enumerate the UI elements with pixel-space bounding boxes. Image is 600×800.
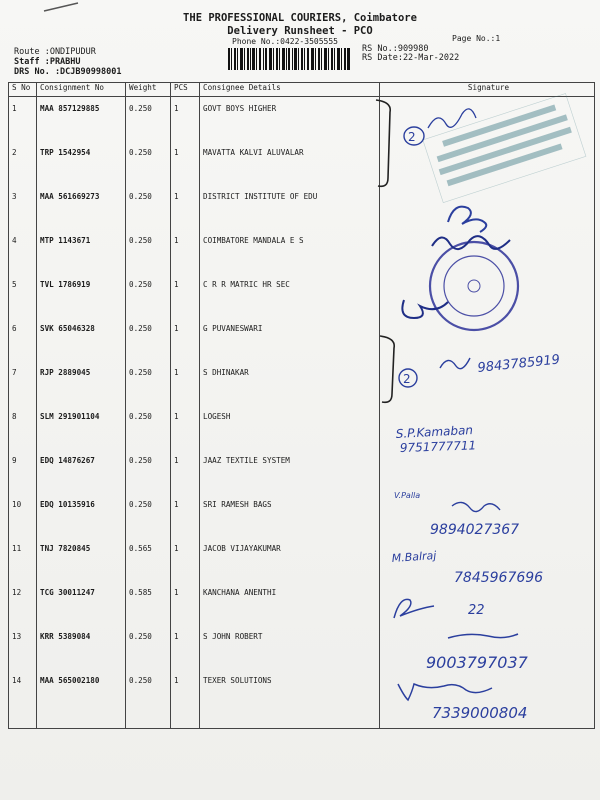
table-row [9,537,595,581]
row-pcs: 1 [171,581,200,625]
runsheet-table [8,82,595,729]
table-row [9,361,595,405]
row-sno: 10 [9,493,37,537]
staff-info: Staff :PRABHU [14,57,81,67]
row-consignee: JACOB VIJAYAKUMAR [200,537,380,581]
route-info: Route :ONDIPUDUR [14,47,96,57]
row-sno: 1 [9,97,37,141]
row-consignment: SLM 291901104 [37,405,126,449]
row-consignee: C R R MATRIC HR SEC [200,273,380,317]
row-consignee: S JOHN ROBERT [200,625,380,669]
row-pcs: 1 [171,229,200,273]
barcode [228,48,350,70]
row-pcs: 1 [171,317,200,361]
col-pcs-header: PCS [171,83,200,97]
row-sno: 3 [9,185,37,229]
row-weight: 0.250 [126,97,171,141]
row-weight: 0.250 [126,669,171,729]
row-weight: 0.250 [126,449,171,493]
row-signature [380,141,595,185]
row-weight: 0.250 [126,361,171,405]
table-row [9,669,595,729]
row-signature [380,537,595,581]
row-consignee: JAAZ TEXTILE SYSTEM [200,449,380,493]
col-consignee-header: Consignee Details [200,83,380,97]
row-signature [380,97,595,141]
col-consignment-header: Consignment No [37,83,126,97]
row-signature [380,317,595,361]
corner-pen-mark [42,2,80,12]
row-consignment: TNJ 7820845 [37,537,126,581]
row-signature [380,229,595,273]
row-consignment: EDQ 14876267 [37,449,126,493]
handwritten-phone-row-7: 9843785919 [476,352,561,376]
table-row [9,97,595,141]
col-weight-header: Weight [126,83,171,97]
row-pcs: 1 [171,361,200,405]
row-signature [380,273,595,317]
handwritten-name-row-8: S.P.Kamaban [395,422,474,441]
table-row [9,273,595,317]
row-consignee: MAVATTA KALVI ALUVALAR [200,141,380,185]
row-sno: 11 [9,537,37,581]
handwritten-phone-row-8: 9751777711 [399,438,477,455]
row-signature [380,669,595,729]
row-signature [380,405,595,449]
row-sno: 9 [9,449,37,493]
row-weight: 0.585 [126,581,171,625]
row-pcs: 1 [171,141,200,185]
row-consignment: MAA 565002180 [37,669,126,729]
row-weight: 0.250 [126,625,171,669]
page-number: Page No.:1 [452,34,501,43]
row-weight: 0.250 [126,141,171,185]
row-weight: 0.250 [126,229,171,273]
row-sno: 4 [9,229,37,273]
row-sno: 14 [9,669,37,729]
svg-text:2: 2 [408,130,416,144]
table-row [9,625,595,669]
row-consignee: G PUVANESWARI [200,317,380,361]
row-weight: 0.250 [126,493,171,537]
row-weight: 0.250 [126,405,171,449]
row-consignee: S DHINAKAR [200,361,380,405]
handwritten-phone-row-10: 9894027367 [430,522,520,538]
handwritten-name-row-11: M.Balraj [391,548,437,565]
table-row [9,185,595,229]
table-row [9,141,595,185]
handwritten-phone-row-11: 7845967696 [454,570,544,586]
row-pcs: 1 [171,405,200,449]
handwritten-name-row-9: V.Palla [394,491,421,500]
row-consignment: TVL 1786919 [37,273,126,317]
rs-number: RS No.:909980 [362,44,429,54]
row-pcs: 1 [171,185,200,229]
col-signature-header: Signature [380,83,595,97]
handwritten-date-row-12: 22 [468,603,485,618]
row-signature [380,449,595,493]
row-consignment: MAA 561669273 [37,185,126,229]
row-weight: 0.250 [126,273,171,317]
row-consignment: RJP 2889045 [37,361,126,405]
row-consignee: LOGESH [200,405,380,449]
row-pcs: 1 [171,625,200,669]
row-pcs: 1 [171,273,200,317]
table-row [9,405,595,449]
row-consignment: TCG 30011247 [37,581,126,625]
table-row [9,581,595,625]
row-signature [380,581,595,625]
drs-number: DRS No. :DCJB90998001 [14,67,122,77]
rs-date: RS Date:22-Mar-2022 [362,53,460,63]
row-signature [380,493,595,537]
handwritten-phone-row-14: 7339000804 [432,704,528,722]
company-title: THE PROFESSIONAL COURIERS, Coimbatore [183,12,417,24]
svg-text:2: 2 [403,372,411,386]
table-header-row [9,83,595,97]
table-row [9,449,595,493]
row-pcs: 1 [171,97,200,141]
row-consignee: KANCHANA ANENTHI [200,581,380,625]
row-consignee: DISTRICT INSTITUTE OF EDU [200,185,380,229]
row-signature [380,185,595,229]
runsheet-title: Delivery Runsheet - PCO [227,25,373,37]
row-weight: 0.250 [126,317,171,361]
row-consignment: SVK 65046328 [37,317,126,361]
row-sno: 2 [9,141,37,185]
row-consignee: GOVT BOYS HIGHER [200,97,380,141]
row-sno: 8 [9,405,37,449]
row-sno: 5 [9,273,37,317]
row-consignment: EDQ 10135916 [37,493,126,537]
row-consignment: MTP 1143671 [37,229,126,273]
row-weight: 0.250 [126,185,171,229]
table-row [9,493,595,537]
row-consignee: COIMBATORE MANDALA E S [200,229,380,273]
row-weight: 0.565 [126,537,171,581]
row-pcs: 1 [171,449,200,493]
row-sno: 12 [9,581,37,625]
row-sno: 6 [9,317,37,361]
row-pcs: 1 [171,537,200,581]
col-sno-header: S No [9,83,37,97]
phone-number: Phone No.:0422-3505555 [232,37,338,46]
handwritten-phone-row-13: 9003797037 [426,653,528,672]
table-row [9,317,595,361]
row-consignment: KRR 5389084 [37,625,126,669]
row-sno: 13 [9,625,37,669]
row-consignment: MAA 857129885 [37,97,126,141]
row-signature [380,625,595,669]
row-pcs: 1 [171,493,200,537]
row-consignee: TEXER SOLUTIONS [200,669,380,729]
row-consignee: SRI RAMESH BAGS [200,493,380,537]
table-row [9,229,595,273]
row-consignment: TRP 1542954 [37,141,126,185]
row-sno: 7 [9,361,37,405]
row-signature [380,361,595,405]
row-pcs: 1 [171,669,200,729]
